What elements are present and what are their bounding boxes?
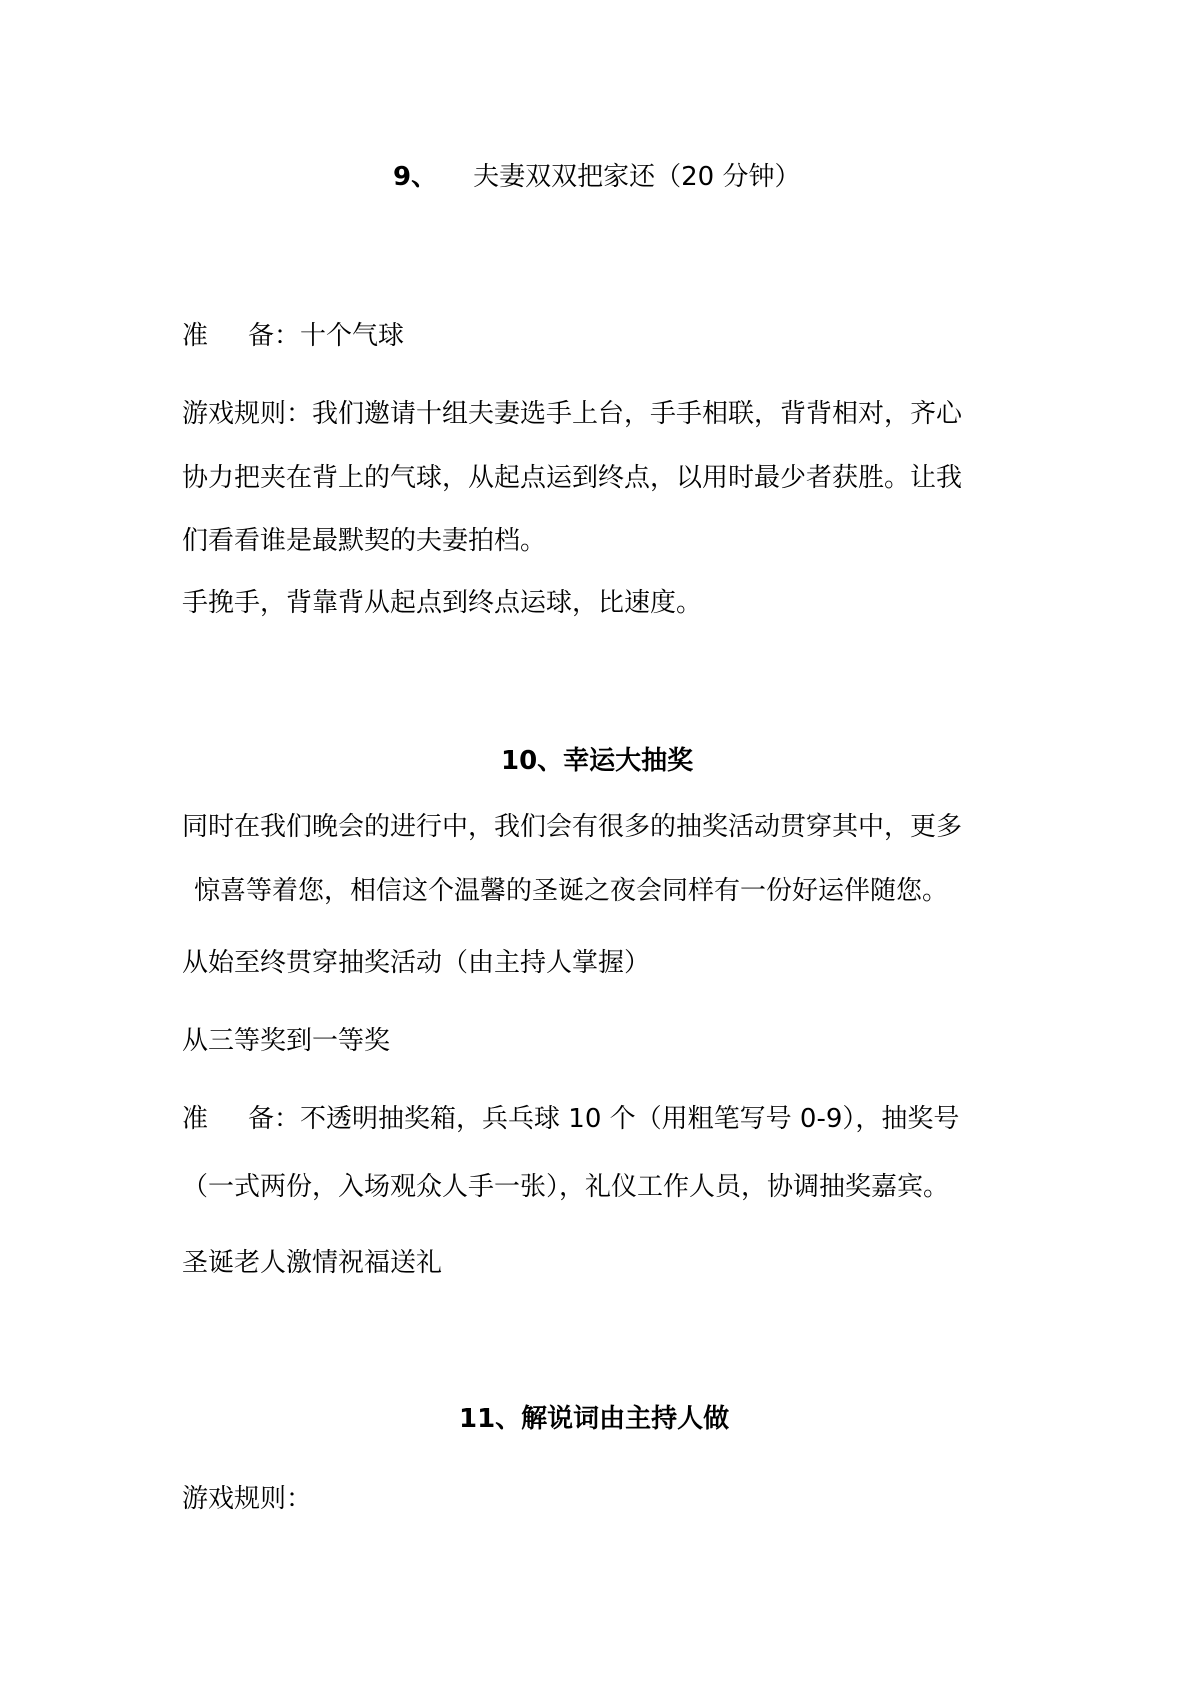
- section-9-title: 夫妻双双把家还（20 分钟）: [473, 162, 801, 192]
- section-10-line-3: 从始至终贯穿抽奖活动（由主持人掌握）: [182, 948, 651, 978]
- prep-label-a: 准: [182, 1104, 209, 1134]
- section-10-prep-line-2: （一式两份，入场观众人手一张），礼仪工作人员，协调抽奖嘉宾。: [182, 1172, 950, 1202]
- section-9-note: 手挽手，背靠背从起点到终点运球，比速度。: [182, 588, 703, 618]
- section-9-rules-line-1: 游戏规则：我们邀请十组夫妻选手上台，手手相联，背背相对，齐心: [182, 399, 963, 429]
- prep-label-b: 备：: [248, 1104, 301, 1134]
- section-10-prep: [182, 1103, 959, 1135]
- section-10-last-line: 圣诞老人激情祝福送礼: [182, 1248, 443, 1278]
- section-9-rules-line-2: 协力把夹在背上的气球，从起点运到终点，以用时最少者获胜。让我: [182, 463, 963, 493]
- section-9-prep: [182, 320, 404, 352]
- section-9-number: 9、: [393, 162, 438, 192]
- prep-text: 十个气球: [300, 321, 405, 351]
- section-11-heading: 11、解说词由主持人做: [459, 1404, 730, 1434]
- section-10-intro-line-2: 惊喜等着您，相信这个温馨的圣诞之夜会同样有一份好运伴随您。: [194, 876, 949, 906]
- section-10-heading: 10、幸运大抽奖: [501, 746, 694, 776]
- section-9-rules-line-3: 们看看谁是最默契的夫妻拍档。: [182, 526, 547, 556]
- prep-text: 不透明抽奖箱，兵乓球 10 个（用粗笔写号 0-9），抽奖号: [300, 1104, 960, 1134]
- section-10-line-4: 从三等奖到一等奖: [182, 1026, 391, 1056]
- section-10-intro-line-1: 同时在我们晚会的进行中，我们会有很多的抽奖活动贯穿其中，更多: [182, 812, 963, 842]
- prep-label-b: 备：: [248, 321, 301, 351]
- section-9-heading: [393, 161, 800, 193]
- prep-label-a: 准: [182, 321, 209, 351]
- section-11-rules-label: 游戏规则：: [182, 1484, 313, 1514]
